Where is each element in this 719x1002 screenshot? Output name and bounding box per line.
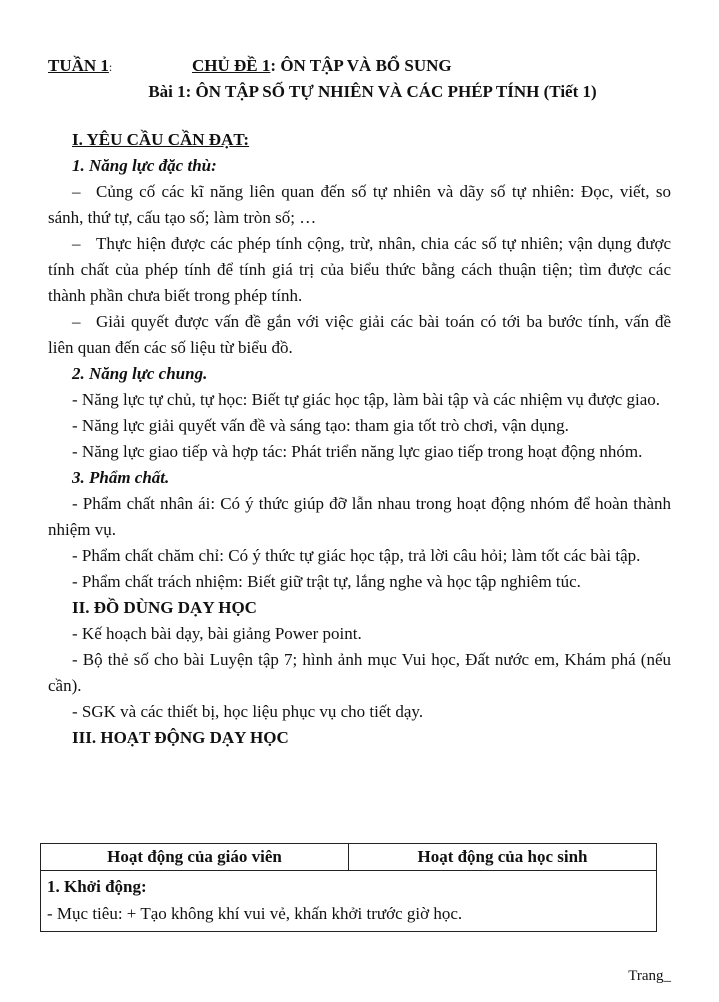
item-text: Giải quyết được vấn đề gắn với việc giải các bài toán có tới ba bước tính, vấn đề liên quan đến các số liệu từ biểu đồ.: [48, 312, 671, 357]
teacher-column-header: Hoạt động của giáo viên: [41, 844, 349, 871]
page-footer: Trang_: [628, 968, 671, 984]
list-item: - Năng lực tự chủ, tự học: Biết tự giác học tập, làm bài tập và các nhiệm vụ được giao.: [72, 390, 661, 409]
list-item: - Phẩm chất chăm chỉ: Có ý thức tự giác học tập, trả lời câu hỏi; làm tốt các bài tập.: [72, 546, 641, 565]
list-item: - Kế hoạch bài dạy, bài giảng Power point.: [72, 624, 362, 643]
table-cell: [41, 871, 657, 932]
topic-heading: [192, 56, 452, 76]
dash-bullet: –: [72, 312, 81, 331]
week-heading: [48, 56, 112, 76]
section-3-title: III. HOẠT ĐỘNG DẠY HỌC: [72, 728, 289, 747]
document-page: [48, 56, 671, 751]
section-1-sub1-title: 1. Năng lực đặc thù:: [72, 156, 217, 175]
section-1-title: I. YÊU CẦU CẦN ĐẠT:: [72, 130, 250, 149]
section-2-title: II. ĐỒ DÙNG DẠY HỌC: [72, 598, 257, 617]
list-item: - SGK và các thiết bị, học liệu phục vụ cho tiết dạy.: [72, 702, 424, 721]
topic-label: CHỦ ĐỀ 1: [192, 56, 271, 75]
header-line: [48, 56, 671, 80]
row-title: 1. Khởi động:: [47, 877, 147, 896]
table-row: [41, 871, 657, 932]
dash-bullet: –: [72, 234, 81, 253]
list-item: - Phẩm chất nhân ái: Có ý thức giúp đỡ lẫn nhau trong hoạt động nhóm để hoàn thành nhiệm vụ.: [48, 494, 671, 539]
week-label: TUẦN 1: [48, 56, 109, 75]
section-1-sub3-title: 3. Phẩm chất.: [72, 468, 170, 487]
activity-table: [40, 843, 657, 932]
item-text: Thực hiện được các phép tính cộng, trừ, nhân, chia các số tự nhiên; vận dụng được tính chất của phép tính để tính giá trị của biểu thức bằng cách thuận tiện; tìm được các thành phần chưa biết trong phép tính.: [48, 234, 671, 305]
list-item: - Năng lực giao tiếp và hợp tác: Phát triển năng lực giao tiếp trong hoạt động nhóm.: [72, 442, 643, 461]
lesson-title: Bài 1: ÔN TẬP SỐ TỰ NHIÊN VÀ CÁC PHÉP TÍNH (Tiết 1): [148, 82, 597, 101]
list-item: - Bộ thẻ số cho bài Luyện tập 7; hình ảnh mục Vui học, Đất nước em, Khám phá (nếu cần).: [48, 650, 671, 695]
dash-bullet: –: [72, 182, 81, 201]
student-column-header: Hoạt động của học sinh: [349, 844, 657, 871]
list-item: [48, 231, 671, 309]
list-item: - Năng lực giải quyết vấn đề và sáng tạo: tham gia tốt trò chơi, vận dụng.: [72, 416, 569, 435]
topic-title: : ÔN TẬP VÀ BỔ SUNG: [270, 56, 452, 75]
list-item: [48, 179, 671, 231]
week-colon: :: [108, 60, 113, 74]
list-item: [48, 309, 671, 361]
table-header-row: [41, 844, 657, 871]
item-text: Củng cố các kĩ năng liên quan đến số tự nhiên và dãy số tự nhiên: Đọc, viết, so sánh, thứ tự, cấu tạo số; làm tròn số; …: [48, 182, 671, 227]
list-item: - Phẩm chất trách nhiệm: Biết giữ trật tự, lắng nghe và học tập nghiêm túc.: [72, 572, 581, 591]
section-1-sub2-title: 2. Năng lực chung.: [72, 364, 208, 383]
row-text: - Mục tiêu: + Tạo không khí vui vẻ, khấn khởi trước giờ học.: [47, 904, 463, 923]
